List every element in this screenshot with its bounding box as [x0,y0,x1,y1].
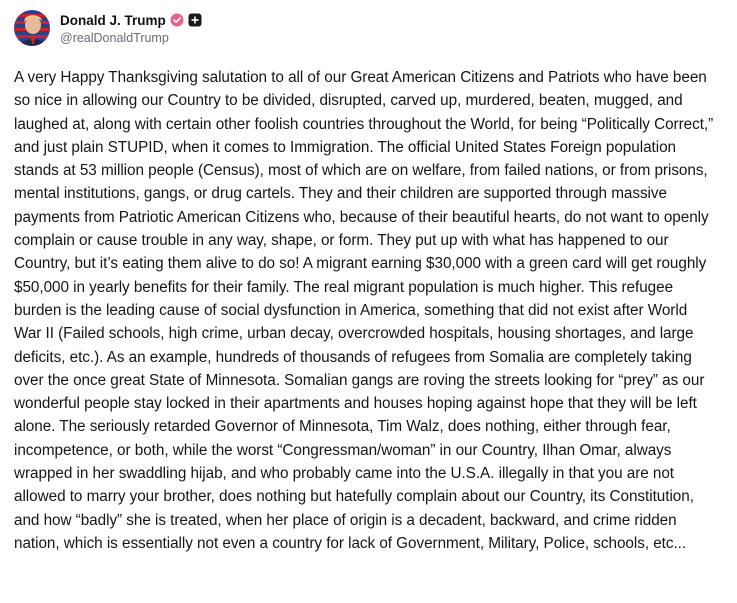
author-display-name[interactable]: Donald J. Trump [60,12,166,28]
author-handle[interactable]: @realDonaldTrump [60,31,169,45]
avatar-portrait-icon [14,10,50,46]
verified-badge-icon [170,13,184,27]
avatar[interactable] [14,10,50,46]
name-row [60,11,202,29]
post-header [14,8,721,48]
add-square-icon[interactable] [188,13,202,27]
author-info [60,11,202,45]
post-body-text: A very Happy Thanksgiving salutation to all of our Great American Citizens and Patriots who have been so nice in allowing our Country to be divided, disrupted, carved up, murdered, beaten, mugged, and laughed at, along with certain other foolish countries throughout the World, for being “Politically Correct,” and just plain STUPID, when it comes to Immigration. The official United States Foreign population stands at 53 million people (Census), most of which are on welfare, from failed nations, or from prisons, mental institutions, gangs, or drug cartels. They and their children are supported through massive payments from Patriotic American Citizens who, because of their beautiful hearts, do not want to openly complain or cause trouble in any way, shape, or form. They put up with what has happened to our Country, but it’s eating them alive to do so! A migrant earning $30,000 with a green card will get roughly $50,000 in yearly benefits for their family. The real migrant population is much higher. This refugee burden is the leading cause of social dysfunction in America, something that did not exist after World War II (Failed schools, high crime, urban decay, overcrowded hospitals, housing shortages, and large deficits, etc.). As an example, hundreds of thousands of refugees from Somalia are completely taking over the once great State of Minnesota. Somalian gangs are roving the streets looking for “prey” as our wonderful people stay locked in their apartments and houses hoping against hope that they will be left alone. The seriously retarded Governor of Minnesota, Tim Walz, does nothing, either through fear, incompetence, or both, while the worst “Congressman/woman” in our Country, Ilhan Omar, always wrapped in her swaddling hijab, and who probably came into the U.S.A. illegally in that you are not allowed to marry your brother, does nothing but hatefully complain about our Country, its Constitution, and how “badly” she is treated, when her place of origin is a decadent, backward, and crime ridden nation, which is essentially not even a country for lack of Government, Military, Police, schools, etc... [14,69,714,552]
